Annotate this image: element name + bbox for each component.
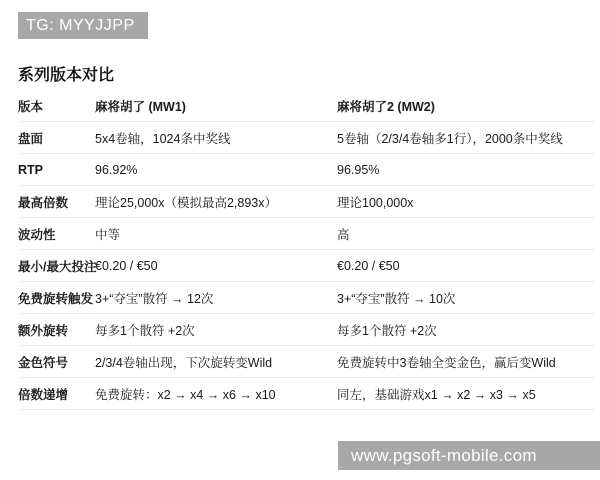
row-value-mw1: €0.20 / €50: [95, 258, 158, 273]
row-label: 免费旋转触发: [18, 291, 94, 306]
table-row: [18, 346, 594, 378]
row-value-mw2: 3+“夺宝”散符 → 10次: [337, 291, 456, 306]
row-label: 额外旋转: [18, 323, 69, 338]
row-value-mw2: 每多1个散符 +2次: [337, 323, 437, 338]
row-label: 盘面: [18, 131, 44, 146]
row-value-mw2: 5卷轴（2/3/4卷轴多1行），2000条中奖线: [337, 131, 563, 146]
comparison-table: [18, 90, 594, 410]
row-value-mw1: 3+“夺宝”散符 → 12次: [95, 291, 214, 306]
table-row: [18, 282, 594, 314]
row-label: 波动性: [18, 227, 56, 242]
row-label: 最小/最大投注: [18, 259, 97, 274]
row-value-mw1: 免费旋转：x2 → x4 → x6 → x10: [95, 387, 276, 402]
row-value-mw1: 96.92%: [95, 162, 138, 177]
website-watermark-badge: www.pgsoft-mobile.com: [338, 441, 600, 470]
telegram-watermark-badge: TG: MYYJJPP: [18, 12, 148, 39]
row-value-mw1: 5x4卷轴，1024条中奖线: [95, 131, 231, 146]
column-header-version: 版本: [18, 99, 44, 114]
table-row: [18, 122, 594, 154]
table-row: [18, 250, 594, 282]
column-header-mw2: 麻将胡了2 (MW2): [337, 99, 435, 114]
row-value-mw2: 高: [337, 227, 350, 242]
row-label: 金色符号: [18, 355, 69, 370]
comparison-table-body: [18, 122, 594, 410]
row-value-mw2: €0.20 / €50: [337, 258, 400, 273]
table-row: [18, 186, 594, 218]
column-header-mw1: 麻将胡了 (MW1): [95, 99, 186, 114]
table-row: [18, 314, 594, 346]
row-value-mw2: 理论100,000x: [337, 195, 414, 210]
table-row: [18, 378, 594, 410]
row-value-mw2: 免费旋转中3卷轴全变金色，赢后变Wild: [337, 355, 556, 370]
row-value-mw2: 同左，基础游戏x1 → x2 → x3 → x5: [337, 387, 536, 402]
row-label: RTP: [18, 162, 43, 177]
row-label: 最高倍数: [18, 195, 69, 210]
table-row: [18, 154, 594, 186]
row-value-mw1: 中等: [95, 227, 121, 242]
page-title: 系列版本对比: [18, 67, 115, 84]
table-header-row: [18, 90, 594, 122]
row-label: 倍数递增: [18, 387, 69, 402]
row-value-mw1: 理论25,000x（模拟最高2,893x）: [95, 195, 278, 210]
row-value-mw1: 每多1个散符 +2次: [95, 323, 195, 338]
table-row: [18, 218, 594, 250]
row-value-mw2: 96.95%: [337, 162, 380, 177]
row-value-mw1: 2/3/4卷轴出现，下次旋转变Wild: [95, 355, 273, 370]
